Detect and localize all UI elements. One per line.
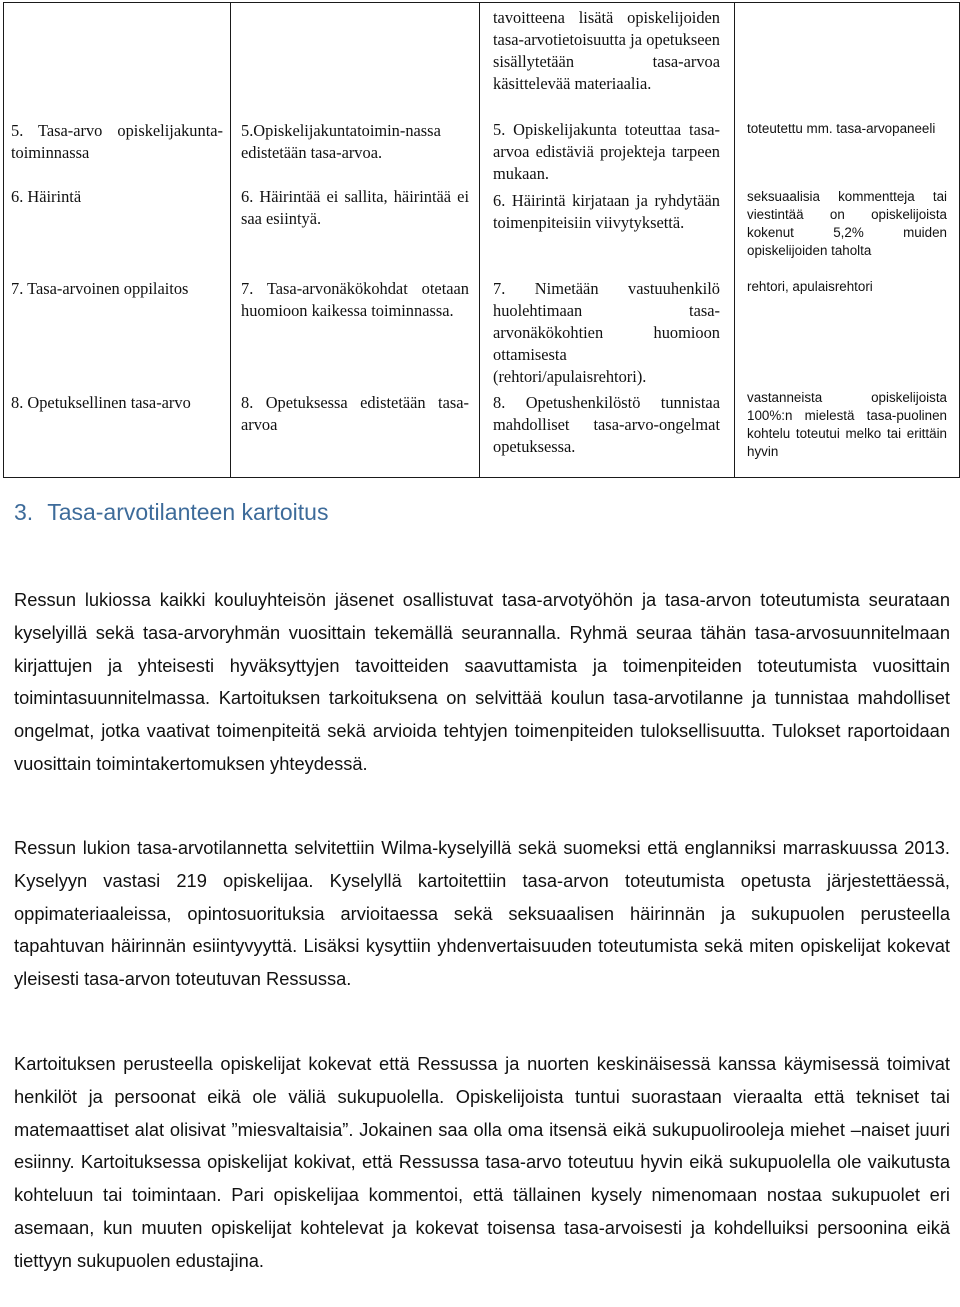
table-column-goal — [231, 3, 480, 478]
table-column-results — [735, 3, 960, 478]
section-heading — [14, 499, 328, 526]
section-number: 3. — [14, 499, 34, 525]
table-cell: 7. Nimetään vastuuhenkilö huolehtimaan tasa-arvonäkökohtien huomioon ottamisesta (rehtori/apulaisrehtori). — [493, 279, 720, 386]
table-cell: tavoitteena lisätä opiskelijoiden tasa-arvotietoisuutta ja opetukseen sisällytetään tasa-arvoa käsittelevää materiaalia. — [493, 8, 720, 93]
table-column-area — [4, 3, 231, 478]
table-cell: 8. Opetuksessa edistetään tasa-arvoa — [241, 393, 469, 434]
table-cell: vastanneista opiskelijoista 100%:n mielestä tasa-puolinen kohtelu toteutui melko tai erittäin hyvin — [747, 390, 947, 459]
equality-plan-table — [3, 2, 960, 478]
table-cell: 7. Tasa-arvoinen oppilaitos — [11, 279, 189, 298]
table-cell: 6. Häirintä — [11, 187, 82, 206]
table-cell: 7. Tasa-arvonäkökohdat otetaan huomioon kaikessa toiminnassa. — [241, 279, 469, 320]
table-cell: 6. Häirintä kirjataan ja ryhdytään toimenpiteisiin viivytyksettä. — [493, 191, 720, 232]
table-cell: 5.Opiskelijakuntatoimin-nassa edistetään tasa-arvoa. — [241, 121, 441, 162]
section-title: Tasa-arvotilanteen kartoitus — [47, 499, 329, 525]
table-cell: 8. Opetushenkilöstö tunnistaa mahdolliset tasa-arvo-ongelmat opetuksessa. — [493, 393, 720, 456]
body-paragraph: Ressun lukiossa kaikki kouluyhteisön jäsenet osallistuvat tasa-arvotyöhön ja tasa-arvon toteutumista seurataan kyselyillä sekä tasa-arvoryhmän vuosittain tekemällä seurannalla. Ryhmä seuraa tähän tasa-arvosuunnitelmaan kirjattujen ja yhteisesti hyväksyttyjen tavoitteiden saavuttamista ja toimenpiteiden toteutumista vuosittain toimintasuunnitelmassa. Kartoituksen tarkoituksena on selvittää koulun tasa-arvotilanne ja tunnistaa mahdolliset ongelmat, jotka vaativat toimenpiteitä sekä arvioida tehtyjen toimenpiteiden tuloksellisuutta. Tulokset raportoidaan vuosittain toimintakertomuksen yhteydessä. — [14, 589, 950, 774]
body-paragraph: Kartoituksen perusteella opiskelijat kokevat että Ressussa ja nuorten keskinäisessä kanssa käymisessä toimivat henkilöt ja persoonat eikä ole väliä sukupuolella. Opiskelijoista tuntui suorastaan vieraalta että tekniset tai matemaattiset alat olisivat ”miesvaltaisia”. Jokainen saa olla oma itsensä eikä sukupuolirooleja miehet –naiset juuri esiinny. Kartoituksessa opiskelijat kokivat, että Ressussa tasa-arvo toteutuu hyvin eikä sukupuolella ole vaikutusta kohteluun tai toimintaan. Pari opiskelijaa kommentoi, että tällainen kysely nimenomaan nostaa sukupuolet eri asemaan, kun muuten opiskelijat kohtelevat ja kokevat toisensa tasa-arvoisesti ja kohdelluiksi persoonina eikä tiettyyn sukupuolen edustajina. — [14, 1053, 950, 1271]
table-cell: 8. Opetuksellinen tasa-arvo — [11, 393, 191, 412]
table-cell: toteutettu mm. tasa-arvopaneeli — [747, 121, 936, 136]
table-column-actions — [480, 3, 735, 478]
table-cell: rehtori, apulaisrehtori — [747, 279, 873, 294]
body-paragraph: Ressun lukion tasa-arvotilannetta selvitettiin Wilma-kyselyillä sekä suomeksi että englanniksi marraskuussa 2013. Kyselyyn vastasi 219 opiskelijaa. Kyselyllä kartoitettiin tasa-arvon toteutumista opetusta järjestettäessä, oppimateriaaleissa, opintosuorituksia arvioitaessa sekä seksuaalisen häirinnän ja sukupuolen perusteella tapahtuvan häirinnän esiintyvyyttä. Lisäksi kysyttiin yhdenvertaisuuden toteutumista sekä miten opiskelijat kokevat yleisesti tasa-arvon toteutuvan Ressussa. — [14, 837, 950, 990]
table-cell: seksuaalisia kommentteja tai viestintää on opiskelijoista kokenut 5,2% muiden opiskelijoiden taholta — [747, 189, 947, 258]
table-cell: 5. Tasa-arvo opiskelijakunta-toiminnassa — [11, 121, 223, 162]
table-cell: 6. Häirintää ei sallita, häirintää ei saa esiintyä. — [241, 187, 469, 228]
table-cell: 5. Opiskelijakunta toteuttaa tasa-arvoa edistäviä projekteja tarpeen mukaan. — [493, 120, 720, 183]
